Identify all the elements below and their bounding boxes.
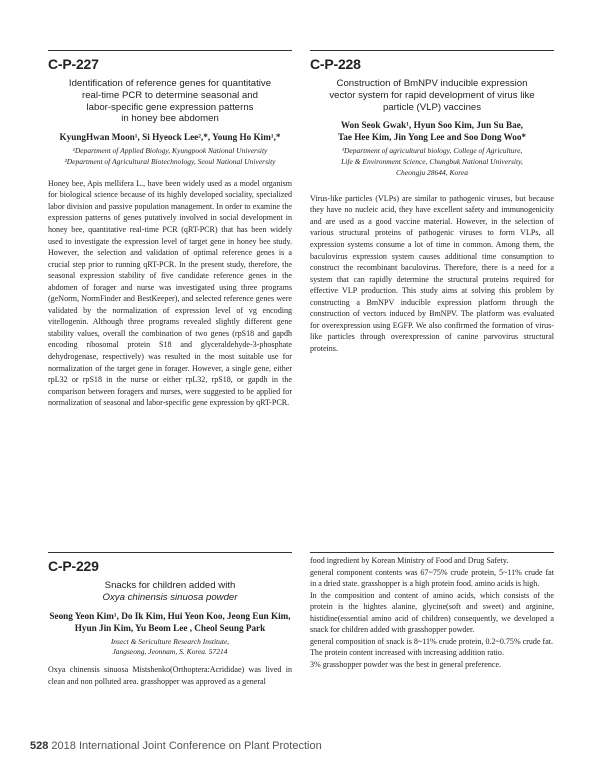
abstract-body: food ingredient by Korean Ministry of Food and Drug Safety. general component contents was 67~75% crude protein, 5~11% crude fat in a dried state. grasshopper is a high protein food. amino acids is high. In the composition and content of amino acids, which consists of the protein is the hightes alanine, glycine(soft and sweet) and arginine, histidine(essential amino acid of children) consequently, we developed a snack for children added with grasshopper powder. general composition of snack is 8~11% crude protein, 0.2~0.75% crude fat. The protein content increased with increasing addition ratio. 3% grasshopper powder was the best in general preference. bbox=[310, 556, 554, 669]
abstract-code: C-P-228 bbox=[310, 56, 361, 72]
abstract-title: Construction of BmNPV inducible expression vector system for rapid development of virus like particle (VLP) vaccines bbox=[329, 78, 535, 113]
abstract-affiliation: ¹Department of agricultural biology, College of Agriculture, bbox=[341, 146, 523, 156]
abstract-affiliation: Jangseong, Jeonnam, S. Korea. 57214 bbox=[112, 647, 228, 657]
abstract-affiliation: Insect & Sericulture Research Institute, bbox=[110, 636, 230, 646]
abstract-affiliation: ¹Department of Applied Biology, Kyungpook National University bbox=[72, 146, 268, 156]
section-rule bbox=[310, 50, 554, 51]
abstract-affiliation: Life & Environment Science, Chungbuk National University, bbox=[341, 157, 523, 167]
section-rule bbox=[48, 50, 292, 51]
abstract-affiliation: ²Department of Agricultural Biotechnology, Seoul National University bbox=[64, 156, 276, 166]
abstract-authors: Seong Yeon Kim¹, Do Ik Kim, Hui Yeon Koo, Jeong Eun Kim, Hyun Jin Kim, Yu Beom Lee , Cheol Seung Park bbox=[49, 610, 291, 633]
abstract-body: Honey bee, Apis mellifera L., have been widely used as a model organism for biological science because of its highly developed sociality, specialized labor division and passive population management. In order to examine the expression patterns of genes putatively involved in social development in honey bee, quantitative real-time PCR (qRT-PCR) that has been widely used to investigate the expression level of target gene in honey bee study. However, the selection and validation of optimal reference genes is a crucial step prior to running qRT-PCR. In the present study, therefore, the seasonal expression stability of five candidate reference genes in the abdomen of forager and nurse was investigated using three programs (geNorm, NormFinder and BestKeeper), and selected reference genes were validated by the normalization of expression level of vg encoding vitellogenin. Although three programs revealed slightly different gene stability values, overall the combination of two genes (rpS18 and gapdh encoding ribosomal protein S18 and glyceraldehyde-3-phosphate dehydrogenase, respectively) was resulted in the most suitable use for normalization of the target gene in forager. However, a single gene, either rpL32 or rpS18 in the nurse or either rpL32, rpS18, or gapdh in the comparison between foragers and nurses, were suggested to be applied for normalization of seasonal and labor-specific gene expression by qRT-PCR. bbox=[48, 178, 292, 408]
abstract-cp228 bbox=[310, 50, 554, 354]
abstract-title: Snacks for children added with Oxya chinensis sinuosa powder bbox=[102, 580, 238, 603]
conference-name: 2018 International Joint Conference on Plant Protection bbox=[51, 740, 322, 752]
abstract-body: Oxya chinensis sinuosa Mistshenko(Orthoptera:Acrididae) was lived in clean and non polluted area. grasshopper was approved as a general bbox=[48, 665, 292, 686]
section-rule bbox=[48, 552, 292, 553]
page-number: 528 bbox=[30, 740, 49, 752]
abstract-cp229-continued bbox=[310, 552, 554, 670]
abstract-title: Identification of reference genes for quantitative real-time PCR to determine seasonal and labor-specific gene expression patterns in honey bee abdomen bbox=[68, 78, 272, 125]
abstract-authors: KyungHwan Moon¹, Si Hyeock Lee²,*, Young Ho Kim¹,* bbox=[59, 132, 281, 143]
abstract-code: C-P-229 bbox=[48, 558, 99, 574]
abstract-body: Virus-like particles (VLPs) are similar to pathogenic viruses, but because they have no nucleic acid, they have excellent safety and immunogenicity and are used as a good vaccine material. However, in the selection of various structural proteins of pathogenic viruses to form VLPs, all expression systems consume a lot of time in common. Among them, the baculovirus expression system causes additional time consumption to construct the recombinant baculovirus. Therefore, there is a need for a system that can rapidly determine the structural proteins required for effective VLP production. This study aims at solving this problem by constructing a BmNPV inducible expression platform through the construction of vectors induced by BmNPV. The platform was evaluated for overexpression using EGFP. We also confirmed the formation of virus-like particles through overexpression of canine parvovirus structural proteins. bbox=[310, 193, 554, 353]
abstract-cp227 bbox=[48, 50, 292, 409]
abstract-affiliation: Cheongju 28644, Korea bbox=[395, 167, 468, 177]
abstract-authors: Won Seok Gwak¹, Hyun Soo Kim, Jun Su Bae, Tae Hee Kim, Jin Yong Lee and Soo Dong Woo* bbox=[337, 120, 527, 143]
section-rule bbox=[310, 552, 554, 553]
abstract-cp229 bbox=[48, 552, 292, 687]
abstract-code: C-P-227 bbox=[48, 56, 99, 72]
page-footer bbox=[30, 740, 322, 752]
